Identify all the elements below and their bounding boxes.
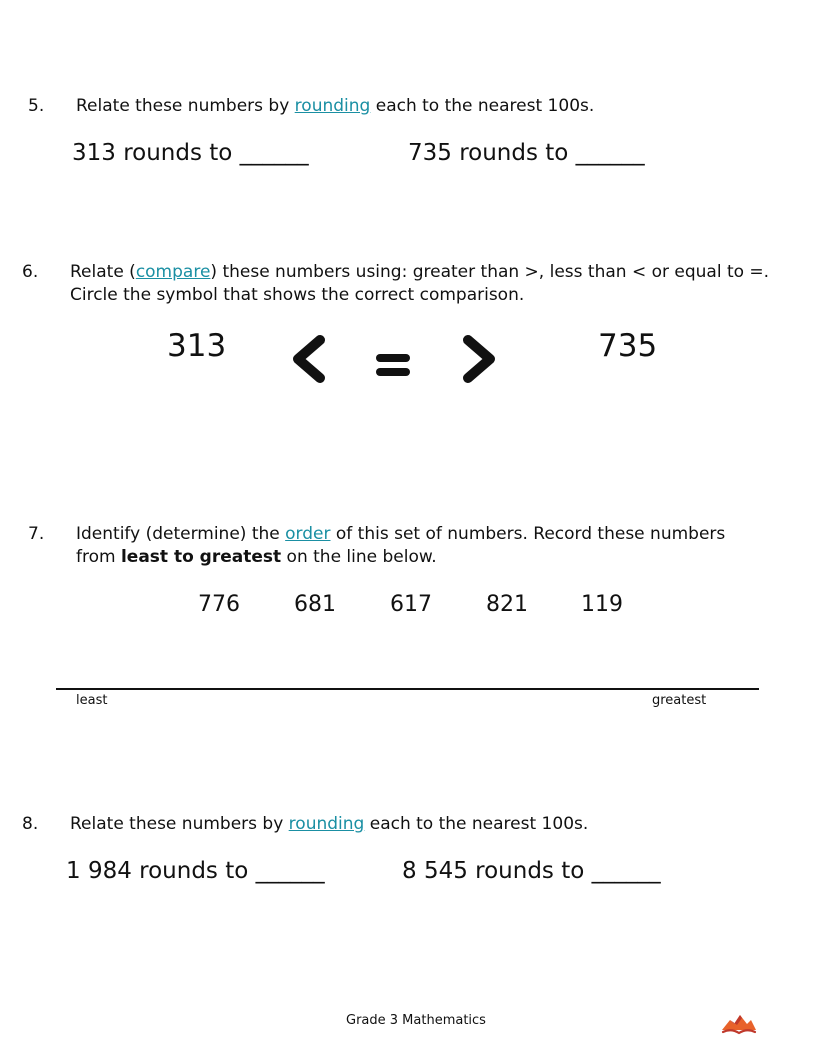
rounding-link[interactable]: rounding (294, 96, 371, 116)
question-8-right-item: 8 545 rounds to ______ (402, 858, 661, 884)
question-5-prompt (76, 95, 594, 118)
order-link[interactable]: order (285, 524, 331, 544)
question-7-line2-start: from (76, 547, 121, 567)
question-7-text: Identify (determine) the (76, 524, 286, 544)
question-6-prompt-line-2: Circle the symbol that shows the correct comparison. (70, 285, 525, 305)
question-7-text-end: of this set of numbers. Record these numbers (330, 524, 726, 544)
number-to-order: 776 (198, 592, 240, 617)
question-5-number: 5. (28, 96, 45, 116)
comparison-right-number: 735 (598, 328, 658, 364)
question-7-number: 7. (28, 524, 45, 544)
greater-than-icon[interactable] (452, 332, 502, 386)
number-to-order: 681 (294, 592, 336, 617)
footer-label: Grade 3 Mathematics (346, 1013, 486, 1028)
answer-line[interactable] (56, 688, 759, 690)
least-label: least (76, 693, 108, 708)
question-7-prompt-line-2 (76, 546, 437, 569)
question-6-prompt-line-1 (70, 261, 769, 284)
question-5-text: Relate these numbers by (76, 96, 295, 116)
question-7-line2-end: on the line below. (281, 547, 437, 567)
number-to-order: 821 (486, 592, 528, 617)
comparison-left-number: 313 (167, 328, 227, 364)
compare-link[interactable]: compare (135, 262, 211, 282)
equals-icon[interactable] (368, 352, 418, 382)
question-8-prompt (70, 813, 588, 836)
greatest-label: greatest (652, 693, 707, 708)
question-6-text-end: ) these numbers using: greater than >, less than < or equal to =. (210, 262, 770, 282)
number-to-order: 617 (390, 592, 432, 617)
question-8-text: Relate these numbers by (70, 814, 289, 834)
rounding-link[interactable]: rounding (288, 814, 365, 834)
number-to-order: 119 (581, 592, 623, 617)
question-8-number: 8. (22, 814, 39, 834)
question-5-right-item: 735 rounds to ______ (408, 140, 645, 166)
question-8-text-end: each to the nearest 100s. (364, 814, 589, 834)
less-than-icon[interactable] (286, 332, 336, 386)
least-to-greatest-emphasis: least to greatest (120, 547, 282, 567)
question-5-text-end: each to the nearest 100s. (370, 96, 595, 116)
mountain-book-logo-icon (720, 1012, 758, 1038)
question-6-number: 6. (22, 262, 39, 282)
question-8-left-item: 1 984 rounds to ______ (66, 858, 325, 884)
question-5-left-item: 313 rounds to ______ (72, 140, 309, 166)
question-7-prompt-line-1 (76, 523, 725, 546)
question-6-text: Relate ( (70, 262, 136, 282)
